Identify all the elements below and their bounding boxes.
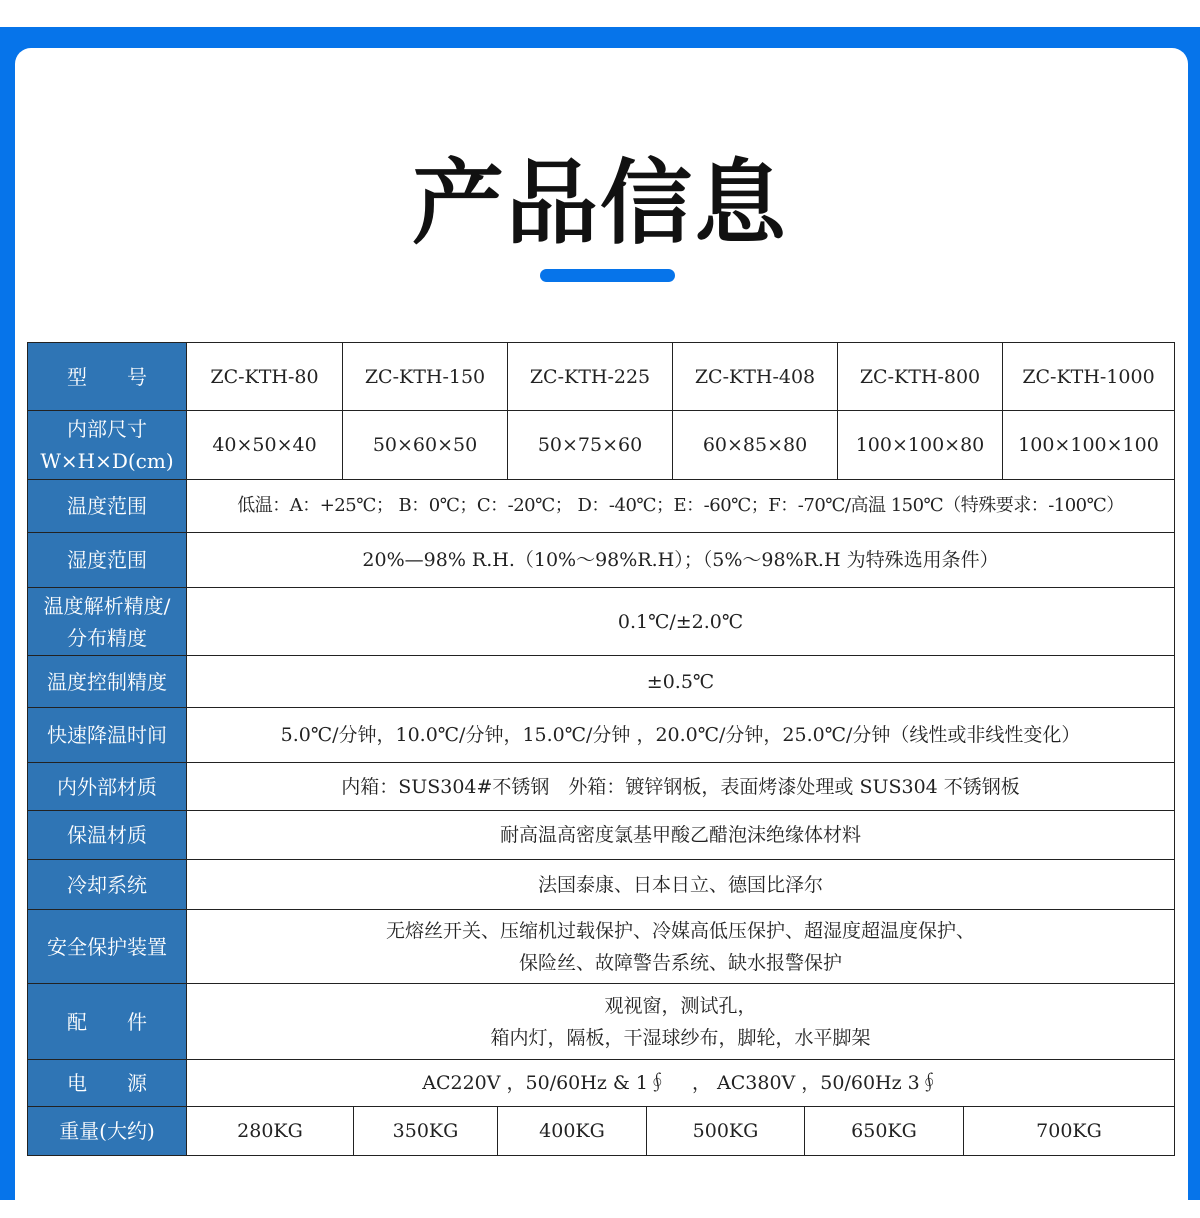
size-cell: 50×75×60 <box>508 411 673 479</box>
label-temp-range: 温度范围 <box>28 480 187 532</box>
size-cell: 60×85×80 <box>673 411 838 479</box>
title-underline <box>540 269 675 282</box>
label-material: 内外部材质 <box>28 763 187 810</box>
size-cell: 50×60×50 <box>343 411 508 479</box>
page-title: 产品信息 <box>411 150 788 257</box>
model-cell: ZC-KTH-800 <box>838 343 1003 410</box>
weight-cell: 280KG <box>187 1107 354 1155</box>
label-humidity: 湿度范围 <box>28 533 187 587</box>
safety-value <box>187 910 1175 983</box>
label-size <box>28 411 187 479</box>
cooling-system-value: 法国泰康、日本日立、德国比泽尔 <box>187 860 1175 909</box>
label-accessories: 配 件 <box>28 984 187 1059</box>
accessories-value <box>187 984 1175 1059</box>
insulation-value: 耐高温高密度氯基甲酸乙醋泡沫绝缘体材料 <box>187 811 1175 859</box>
row-temp-range <box>28 480 1175 533</box>
size-cell: 100×100×100 <box>1003 411 1175 479</box>
row-control <box>28 656 1175 708</box>
temp-range-value: 低温：A：+25℃； B：0℃；C：-20℃； D：-40℃；E：-60℃；F：-70℃/高温 150℃（特殊要求：-100℃） <box>187 480 1175 532</box>
weight-cell: 400KG <box>498 1107 647 1155</box>
label-weight: 重量(大约) <box>28 1107 187 1155</box>
safety-line: 保险丝、故障警告系统、缺水报警保护 <box>518 951 842 974</box>
row-size <box>28 411 1175 480</box>
weight-cell: 650KG <box>805 1107 964 1155</box>
weight-cell: 350KG <box>354 1107 498 1155</box>
label-safety: 安全保护装置 <box>28 910 187 983</box>
label-line: 温度解析精度/ <box>43 593 171 618</box>
label-control: 温度控制精度 <box>28 656 187 707</box>
label-resolution <box>28 588 187 655</box>
accessories-line: 观视窗，测试孔， <box>604 994 757 1017</box>
row-weight <box>28 1107 1175 1156</box>
spec-table <box>27 342 1175 1156</box>
label-cooling-system: 冷却系统 <box>28 860 187 909</box>
control-value: ±0.5℃ <box>187 656 1175 707</box>
row-insulation <box>28 811 1175 860</box>
material-value: 内箱：SUS304#不锈钢 外箱：镀锌钢板，表面烤漆处理或 SUS304 不锈钢板 <box>187 763 1175 810</box>
row-model <box>28 343 1175 411</box>
size-cell: 100×100×80 <box>838 411 1003 479</box>
row-humidity <box>28 533 1175 588</box>
power-value: AC220V ，50/60Hz & 1∮ ， AC380V ，50/60Hz 3∮ <box>187 1060 1175 1106</box>
weight-cell: 700KG <box>964 1107 1175 1155</box>
label-line: 内部尺寸 <box>67 417 147 441</box>
weight-cell: 500KG <box>647 1107 805 1155</box>
resolution-value: 0.1℃/±2.0℃ <box>187 588 1175 655</box>
humidity-value: 20%—98% R.H.（10%～98%R.H）；（5%～98%R.H 为特殊选用条件） <box>187 533 1175 587</box>
model-cell: ZC-KTH-1000 <box>1003 343 1175 410</box>
accessories-line: 箱内灯，隔板，干湿球纱布，脚轮，水平脚架 <box>490 1026 871 1049</box>
row-material <box>28 763 1175 811</box>
model-cell: ZC-KTH-225 <box>508 343 673 410</box>
row-safety <box>28 910 1175 984</box>
label-model: 型 号 <box>28 343 187 410</box>
label-line: 分布精度 <box>67 625 147 650</box>
model-cell: ZC-KTH-150 <box>343 343 508 410</box>
row-resolution <box>28 588 1175 656</box>
row-power <box>28 1060 1175 1107</box>
model-cell: ZC-KTH-80 <box>187 343 343 410</box>
safety-line: 无熔丝开关、压缩机过载保护、冷媒高低压保护、超湿度超温度保护、 <box>385 919 975 942</box>
label-insulation: 保温材质 <box>28 811 187 859</box>
row-accessories <box>28 984 1175 1060</box>
label-cooling-rate: 快速降温时间 <box>28 708 187 762</box>
model-cell: ZC-KTH-408 <box>673 343 838 410</box>
size-cell: 40×50×40 <box>187 411 343 479</box>
row-cooling-system <box>28 860 1175 910</box>
label-line: W×H×D(cm) <box>40 449 174 473</box>
cooling-rate-value: 5.0℃/分钟，10.0℃/分钟，15.0℃/分钟 ，20.0℃/分钟，25.0℃/分钟（线性或非线性变化） <box>187 708 1175 762</box>
row-cooling-rate <box>28 708 1175 763</box>
label-power: 电 源 <box>28 1060 187 1106</box>
